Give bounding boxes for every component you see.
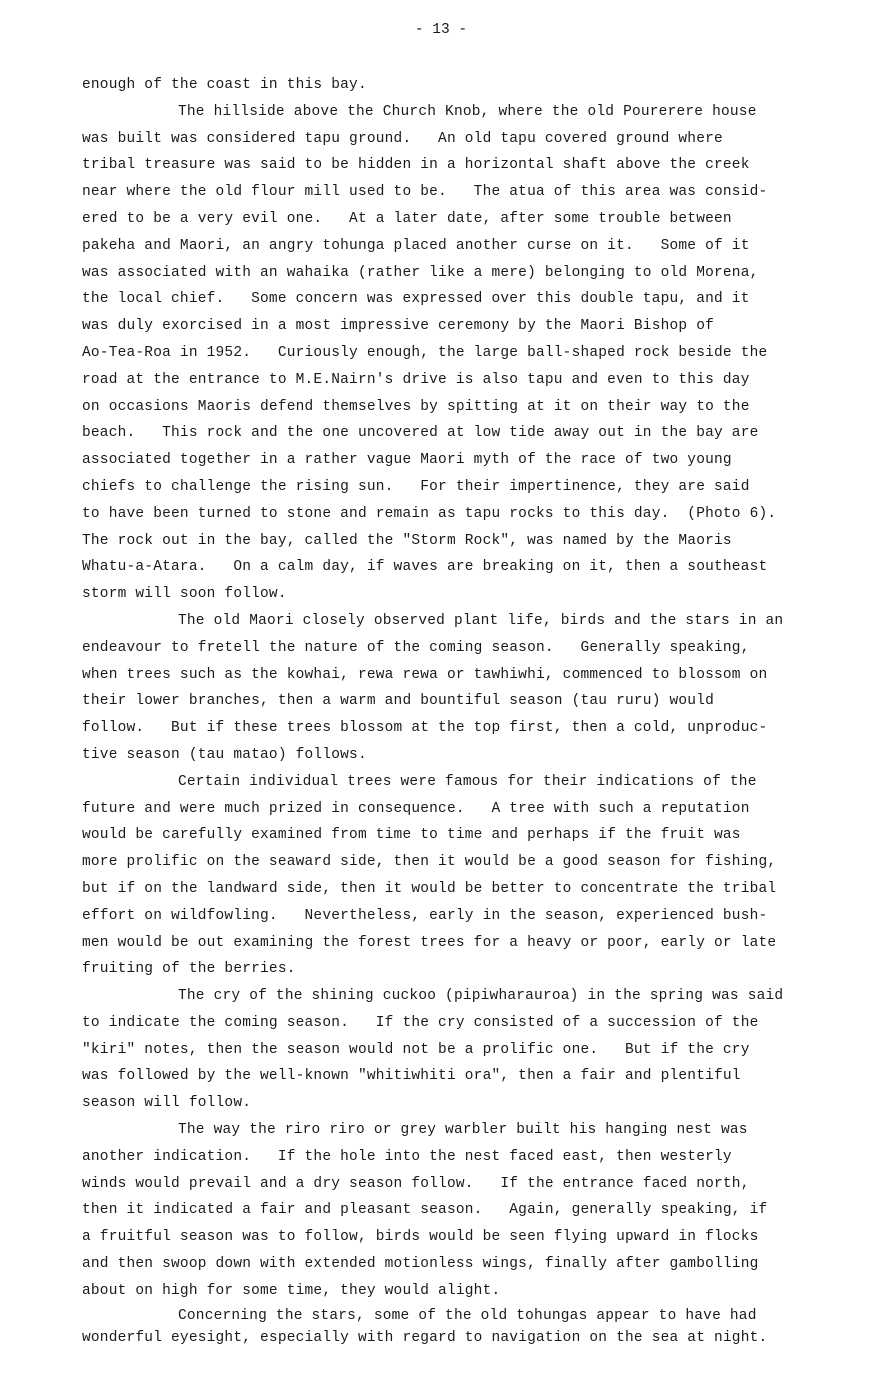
text-line: but if on the landward side, then it would be better to concentrate the tribal: [82, 880, 777, 897]
text-line: "kiri" notes, then the season would not be a prolific one. But if the cry: [82, 1041, 750, 1058]
text-line: Whatu-a-Atara. On a calm day, if waves are breaking on it, then a southeast: [82, 559, 768, 576]
text-line: to indicate the coming season. If the cry consisted of a succession of the: [82, 1014, 759, 1031]
text-line: tive season (tau matao) follows.: [82, 746, 367, 763]
text-line: and then swoop down with extended motionless wings, finally after gambolling: [82, 1256, 759, 1273]
text-line: more prolific on the seaward side, then it would be a good season for fishing,: [82, 854, 777, 871]
text-line: was built was considered tapu ground. An old tapu covered ground where: [82, 130, 723, 147]
text-line: on occasions Maoris defend themselves by spitting at it on their way to the: [82, 398, 750, 415]
text-line: storm will soon follow.: [82, 586, 287, 603]
text-line: The rock out in the bay, called the "Storm Rock", was named by the Maoris: [82, 532, 732, 549]
text-line: would be carefully examined from time to time and perhaps if the fruit was: [82, 827, 741, 844]
text-line: when trees such as the kowhai, rewa rewa or tawhiwhi, commenced to blossom on: [82, 666, 768, 683]
body-text: [82, 72, 842, 1349]
paragraph: [82, 1117, 842, 1305]
text-line: was associated with an wahaika (rather like a mere) belonging to old Morena,: [82, 264, 759, 281]
text-line: associated together in a rather vague Maori myth of the race of two young: [82, 452, 732, 469]
text-line: The old Maori closely observed plant life, birds and the stars in an: [178, 612, 784, 629]
text-line: a fruitful season was to follow, birds would be seen flying upward in flocks: [82, 1229, 759, 1246]
text-line: ered to be a very evil one. At a later date, after some trouble between: [82, 210, 732, 227]
text-line: was duly exorcised in a most impressive ceremony by the Maori Bishop of: [82, 318, 715, 335]
paragraph: [82, 608, 842, 769]
text-line: future and were much prized in consequence. A tree with such a reputation: [82, 800, 750, 817]
text-line: road at the entrance to M.E.Nairn's drive is also tapu and even to this day: [82, 371, 750, 388]
text-line: The way the riro riro or grey warbler built his hanging nest was: [178, 1122, 748, 1139]
text-line: another indication. If the hole into the nest faced east, then westerly: [82, 1148, 732, 1165]
paragraph: [82, 769, 842, 983]
text-line: The hillside above the Church Knob, where the old Pourerere house: [178, 103, 757, 120]
text-line: tribal treasure was said to be hidden in a horizontal shaft above the creek: [82, 157, 750, 174]
text-line: enough of the coast in this bay.: [82, 77, 367, 93]
page-number: - 13 -: [414, 22, 468, 38]
text-line: to have been turned to stone and remain as tapu rocks to this day. (Photo 6).: [82, 505, 777, 522]
text-line: follow. But if these trees blossom at the top first, then a cold, unproduc-: [82, 720, 768, 737]
text-line: then it indicated a fair and pleasant season. Again, generally speaking, if: [82, 1202, 768, 1219]
text-line: Concerning the stars, some of the old tohungas appear to have had: [178, 1307, 757, 1324]
text-line: their lower branches, then a warm and bountiful season (tau ruru) would: [82, 693, 715, 710]
text-line: fruiting of the berries.: [82, 961, 296, 978]
paragraph: [82, 1305, 842, 1349]
text-line: near where the old flour mill used to be. The atua of this area was consid-: [82, 184, 768, 201]
text-line: season will follow.: [82, 1095, 252, 1112]
text-line: pakeha and Maori, an angry tohunga placed another curse on it. Some of it: [82, 237, 750, 254]
text-line: winds would prevail and a dry season follow. If the entrance faced north,: [82, 1175, 750, 1192]
text-line: chiefs to challenge the rising sun. For their impertinence, they are said: [82, 478, 750, 495]
text-line: Certain individual trees were famous for their indications of the: [178, 773, 757, 790]
paragraph: [82, 99, 842, 608]
text-line: endeavour to fretell the nature of the coming season. Generally speaking,: [82, 639, 750, 656]
paragraph: [82, 72, 842, 99]
text-line: effort on wildfowling. Nevertheless, early in the season, experienced bush-: [82, 907, 768, 924]
text-line: Ao-Tea-Roa in 1952. Curiously enough, the large ball-shaped rock beside the: [82, 344, 768, 361]
paragraph: [82, 983, 842, 1117]
text-line: The cry of the shining cuckoo (pipiwharauroa) in the spring was said: [178, 988, 784, 1005]
text-line: men would be out examining the forest trees for a heavy or poor, early or late: [82, 934, 777, 951]
text-line: the local chief. Some concern was expressed over this double tapu, and it: [82, 291, 750, 308]
text-line: was followed by the well-known "whitiwhiti ora", then a fair and plentiful: [82, 1068, 741, 1085]
text-line: about on high for some time, they would alight.: [82, 1282, 501, 1299]
text-line: beach. This rock and the one uncovered at low tide away out in the bay are: [82, 425, 759, 442]
text-line: wonderful eyesight, especially with regard to navigation on the sea at night.: [82, 1329, 768, 1346]
